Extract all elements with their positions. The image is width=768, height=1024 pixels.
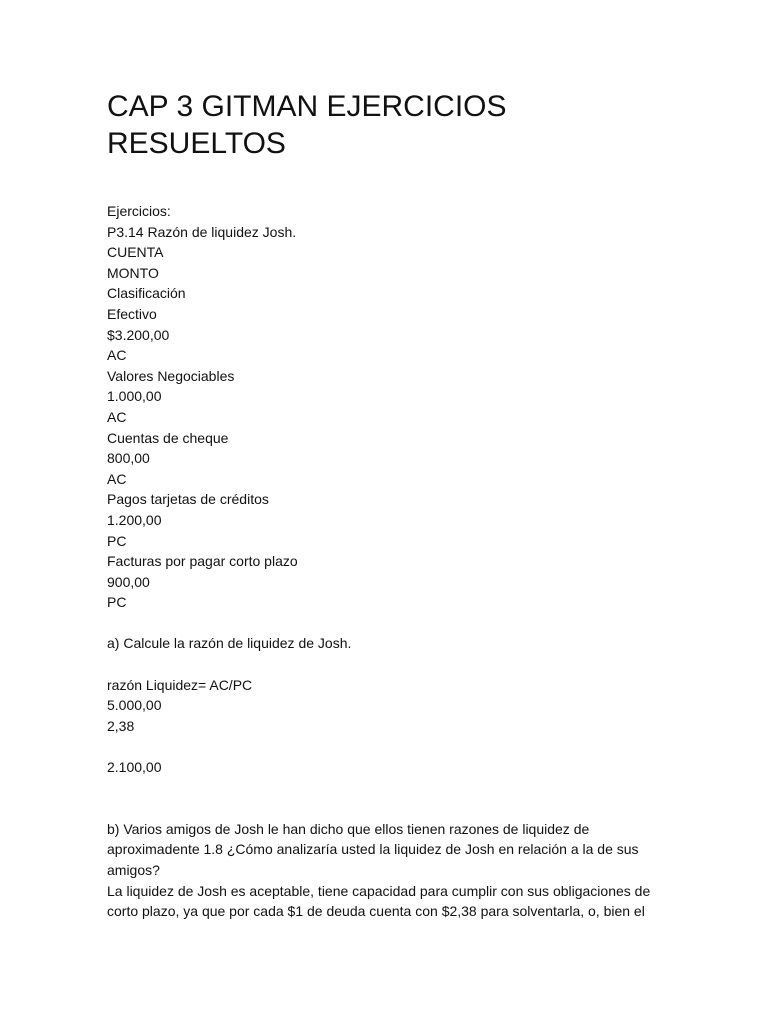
- text-line: 800,00: [107, 450, 150, 467]
- text-line: 2,38: [107, 717, 135, 734]
- text-line: AC: [107, 347, 127, 364]
- blank-line: [107, 778, 667, 799]
- text-line: Clasificación: [107, 285, 186, 302]
- blank-line: [107, 736, 667, 757]
- text-line: MONTO: [107, 264, 159, 281]
- question-b-line: amigos?: [107, 862, 160, 878]
- text-line: $3.200,00: [107, 326, 170, 343]
- answer-b-line: corto plazo, ya que por cada $1 de deuda cuenta con $2,38 para solventarla, o, bien el: [107, 903, 645, 920]
- text-line: AC: [107, 470, 127, 487]
- text-line: Pagos tarjetas de créditos: [107, 491, 269, 508]
- blank-line: [107, 613, 667, 634]
- text-line: AC: [107, 408, 127, 425]
- text-line: PC: [107, 532, 127, 549]
- text-line: CUENTA: [107, 244, 164, 261]
- text-line: P3.14 Razón de liquidez Josh.: [107, 223, 297, 240]
- text-line: razón Liquidez= AC/PC: [107, 676, 253, 693]
- text-line: 900,00: [107, 573, 150, 590]
- text-line: 2.100,00: [107, 759, 162, 776]
- text-line: 5.000,00: [107, 697, 162, 714]
- title-line-1: CAP 3 GITMAN EJERCICIOS: [107, 90, 507, 123]
- text-line: Facturas por pagar corto plazo: [107, 553, 298, 570]
- document-title: [107, 88, 667, 162]
- text-line: Ejercicios:: [107, 203, 171, 219]
- text-line: Cuentas de cheque: [107, 429, 229, 446]
- document-body: [107, 201, 667, 922]
- blank-line: [107, 798, 667, 819]
- title-line-2: RESUELTOS: [107, 127, 286, 160]
- text-line: Efectivo: [107, 305, 157, 322]
- text-line: a) Calcule la razón de liquidez de Josh.: [107, 635, 352, 652]
- question-b-line: b) Varios amigos de Josh le han dicho que ellos tienen razones de liquidez de: [107, 820, 590, 837]
- text-line: 1.200,00: [107, 511, 162, 528]
- question-b-line: aproximadente 1.8 ¿Cómo analizaría usted la liquidez de Josh en relación a la de sus: [107, 841, 639, 858]
- answer-b-line: La liquidez de Josh es aceptable, tiene capacidad para cumplir con sus obligaciones de: [107, 882, 651, 899]
- text-line: PC: [107, 594, 127, 611]
- text-line: 1.000,00: [107, 388, 162, 405]
- text-line: Valores Negociables: [107, 367, 235, 384]
- blank-line: [107, 654, 667, 675]
